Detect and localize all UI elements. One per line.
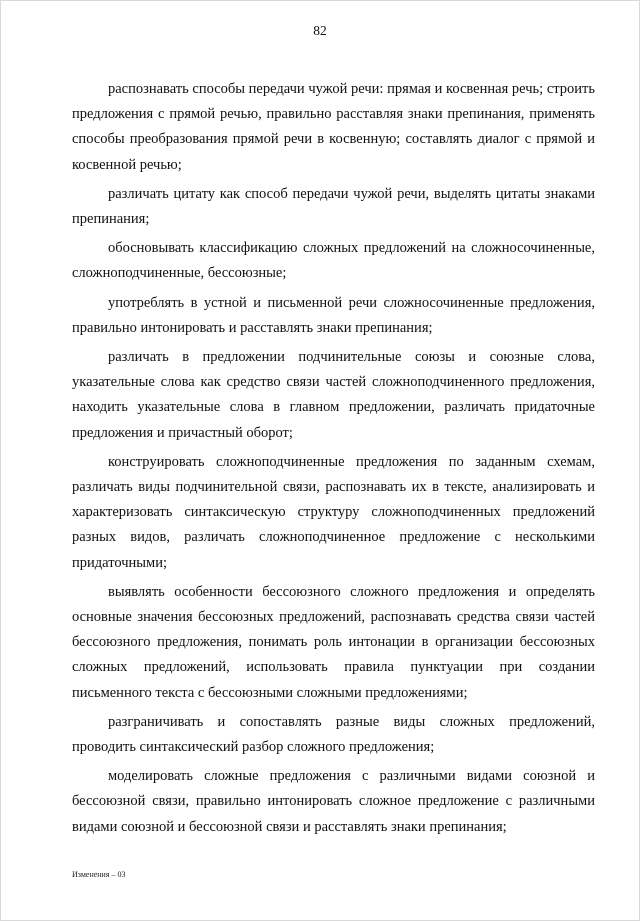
paragraph: различать цитату как способ передачи чужой речи, выделять цитаты знаками препинания; <box>72 185 595 228</box>
paragraph: обосновывать классификацию сложных предложений на сложносочиненные, сложноподчиненные, бессоюзные; <box>72 240 595 282</box>
footer-revision-note: Изменения – 03 <box>72 870 126 879</box>
paragraph: распознавать способы передачи чужой речи: прямая и косвенная речь; строить предложения с прямой речью, правильно расставляя знаки препинания, применять способы преобразования прямой речи в косвенную; составлять диалог с прямой и косвенной речью; <box>72 81 595 173</box>
paragraph: употреблять в устной и письменной речи сложносочиненные предложения, правильно интонировать и расставлять знаки препинания; <box>72 294 595 336</box>
page-number: 82 <box>313 23 327 38</box>
paragraph: различать в предложении подчинительные союзы и союзные слова, указательные слова как средство связи частей сложноподчиненного предложения, находить указательные слова в главном предложении, различать придаточные предложения и причастный оборот; <box>72 349 595 441</box>
paragraph: разграничивать и сопоставлять разные виды сложных предложений, проводить синтаксический разбор сложного предложения; <box>72 713 595 756</box>
page-body <box>72 77 595 844</box>
paragraph: выявлять особенности бессоюзного сложного предложения и определять основные значения бессоюзных предложений, распознавать средства связи частей бессоюзного предложения, понимать роль интонации в организации бессоюзных сложных предложений, использовать правила пунктуации при создании письменного текста с бессоюзными сложными предложениями; <box>72 583 595 701</box>
paragraph: конструировать сложноподчиненные предложения по заданным схемам, различать виды подчинительной связи, распознавать их в тексте, анализировать и характеризовать синтаксическую структуру сложноподчиненных предложений разных видов, различать сложноподчиненное предложение с несколькими придаточными; <box>72 453 595 571</box>
paragraph: моделировать сложные предложения с различными видами союзной и бессоюзной связи, правильно интонировать сложное предложение с различными видами союзной и бессоюзной связи и расставлять знаки препинания; <box>72 768 595 835</box>
